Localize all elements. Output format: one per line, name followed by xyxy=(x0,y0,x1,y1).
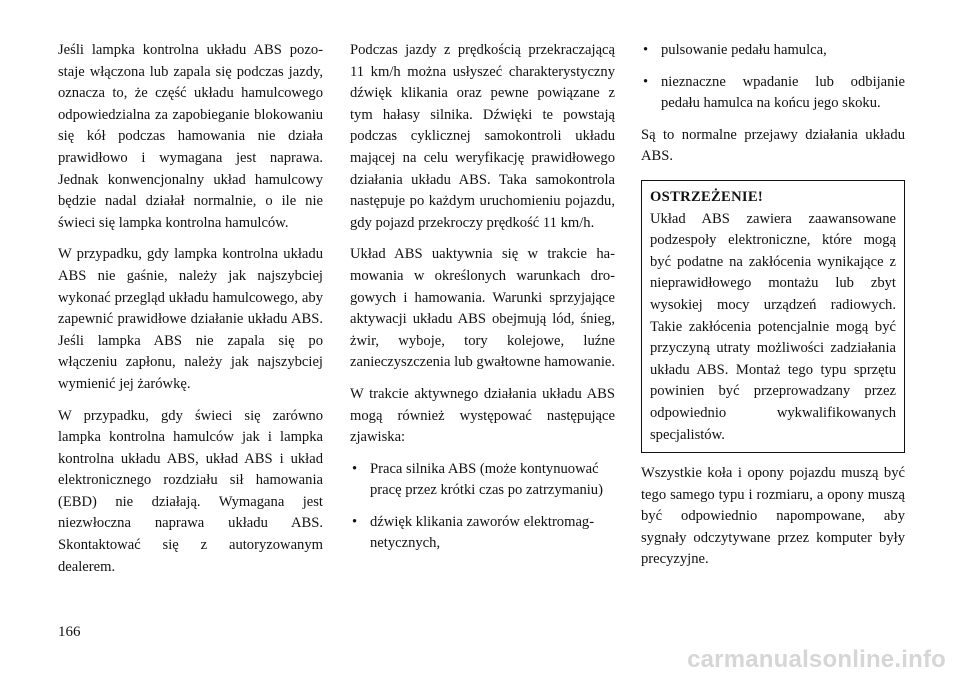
column-1 xyxy=(58,40,323,588)
bullet-icon: • xyxy=(643,42,649,58)
warning-box xyxy=(641,180,905,453)
paragraph-abs-phenomena-intro: W trakcie aktywnego działania układu ABS mogą również występować następujące zjawiska: xyxy=(350,385,615,446)
column-2 xyxy=(350,40,615,565)
warning-title: OSTRZEŻENIE! xyxy=(650,188,764,205)
list-item-text: nieznaczne wpadanie lub odbijanie pedału hamulca na końcu jego skoku. xyxy=(661,73,905,112)
list-item-text: dźwięk klikania zaworów elektromagnetycznych, xyxy=(370,513,595,552)
phenomena-list-continued xyxy=(641,40,905,115)
column-3 xyxy=(641,40,905,581)
paragraph-abs-activation: Układ ABS uaktywnia się w trakcie hamowania w określonych warunkach drogowych i hamowania. Warunki sprzyjające aktywacji układu ABS obejmują lód, śnieg, żwir, wyboje, tory kolejowe, luźne zanieczyszczenia lub gwałtowne hamowanie. xyxy=(350,246,615,371)
paragraph-abs-warning-lamp: Jeśli lampka kontrolna układu ABS pozostaje włączona lub zapala się podczas jazdy, oznacza to, że część układu hamulcowego odpowiedzialna za zapobieganie blokowaniu się kół podczas hamowania nie działa prawidłowo i wymagana jest naprawa. Jednak konwencjonalny układ hamulcowy będzie nadal działał normalnie, o ile nie świeci się lampka kontrolna hamulców. xyxy=(58,42,323,231)
list-item xyxy=(641,40,905,62)
bullet-icon: • xyxy=(352,460,358,477)
bullet-icon: • xyxy=(643,73,649,90)
list-item xyxy=(350,459,615,502)
page-number: 166 xyxy=(58,624,81,640)
list-item-text: Praca silnika ABS (może kontynuować pracę przez krótki czas po zatrzymaniu) xyxy=(370,460,603,499)
paragraph-abs-lamp-inspection: W przypadku, gdy lampka kontrolna układu ABS nie gaśnie, należy jak najszybciej wykonać przegląd układu hamulcowego, aby zapewnić prawidłowe działanie układu ABS. Jeśli lampka ABS nie zapala się po włączeniu zapłonu, należy jak najszybciej wymienić jej żarówkę. xyxy=(58,246,323,392)
warning-text: Układ ABS zawiera zaawansowane podzespoły elektroniczne, które mogą być podatne na zakłócenia wynikające z nieprawidłowego montażu lub zbyt wysokiej mocy urządzeń radiowych. Takie zakłócenia potencjalnie mogą być przyczyną utraty możliwości zadziałania układu ABS. Montaż tego typu sprzętu powinien być przeprowadzany przez odpowiednio wykwalifikowanych specjalistów. xyxy=(650,210,896,443)
paragraph-tires: Wszystkie koła i opony pojazdu muszą być tego samego typu i rozmiaru, a opony muszą być odpowiednio napompowane, aby sygnały odczytywane przez komputer były precyzyjne. xyxy=(641,465,905,568)
watermark: carmanualsonline.info xyxy=(687,646,946,673)
bullet-icon: • xyxy=(352,513,358,530)
paragraph-self-check: Podczas jazdy z prędkością przekraczającą 11 km/h można usłyszeć charakterystyczny dźwięk klikania oraz pewne powiązane z tym hałasy silnika. Dźwięki te powstają podczas cyklicznej samokontroli układu mającej na celu weryfikację prawidłowego działania układu ABS. Taka samokontrola następuje po każdym uruchomieniu pojazdu, gdy pojazd przekroczy prędkość 11 km/h. xyxy=(350,42,615,231)
list-item xyxy=(350,512,615,555)
paragraph-normal-symptoms: Są to normalne przejawy działania układu ABS. xyxy=(641,126,905,165)
list-item xyxy=(641,72,905,115)
phenomena-list xyxy=(350,459,615,555)
paragraph-abs-ebd-failure: W przypadku, gdy świeci się zarówno lampka kontrolna hamulców jak i lampka kontrolna układu ABS, układ ABS i układ elektronicznego rozdziału sił hamowania (EBD) nie działają. Wymagana jest niezwłoczna naprawa układu ABS. Skontaktować się z autoryzowanym dealerem. xyxy=(58,407,323,575)
list-item-text: pulsowanie pedału hamulca, xyxy=(661,42,827,58)
